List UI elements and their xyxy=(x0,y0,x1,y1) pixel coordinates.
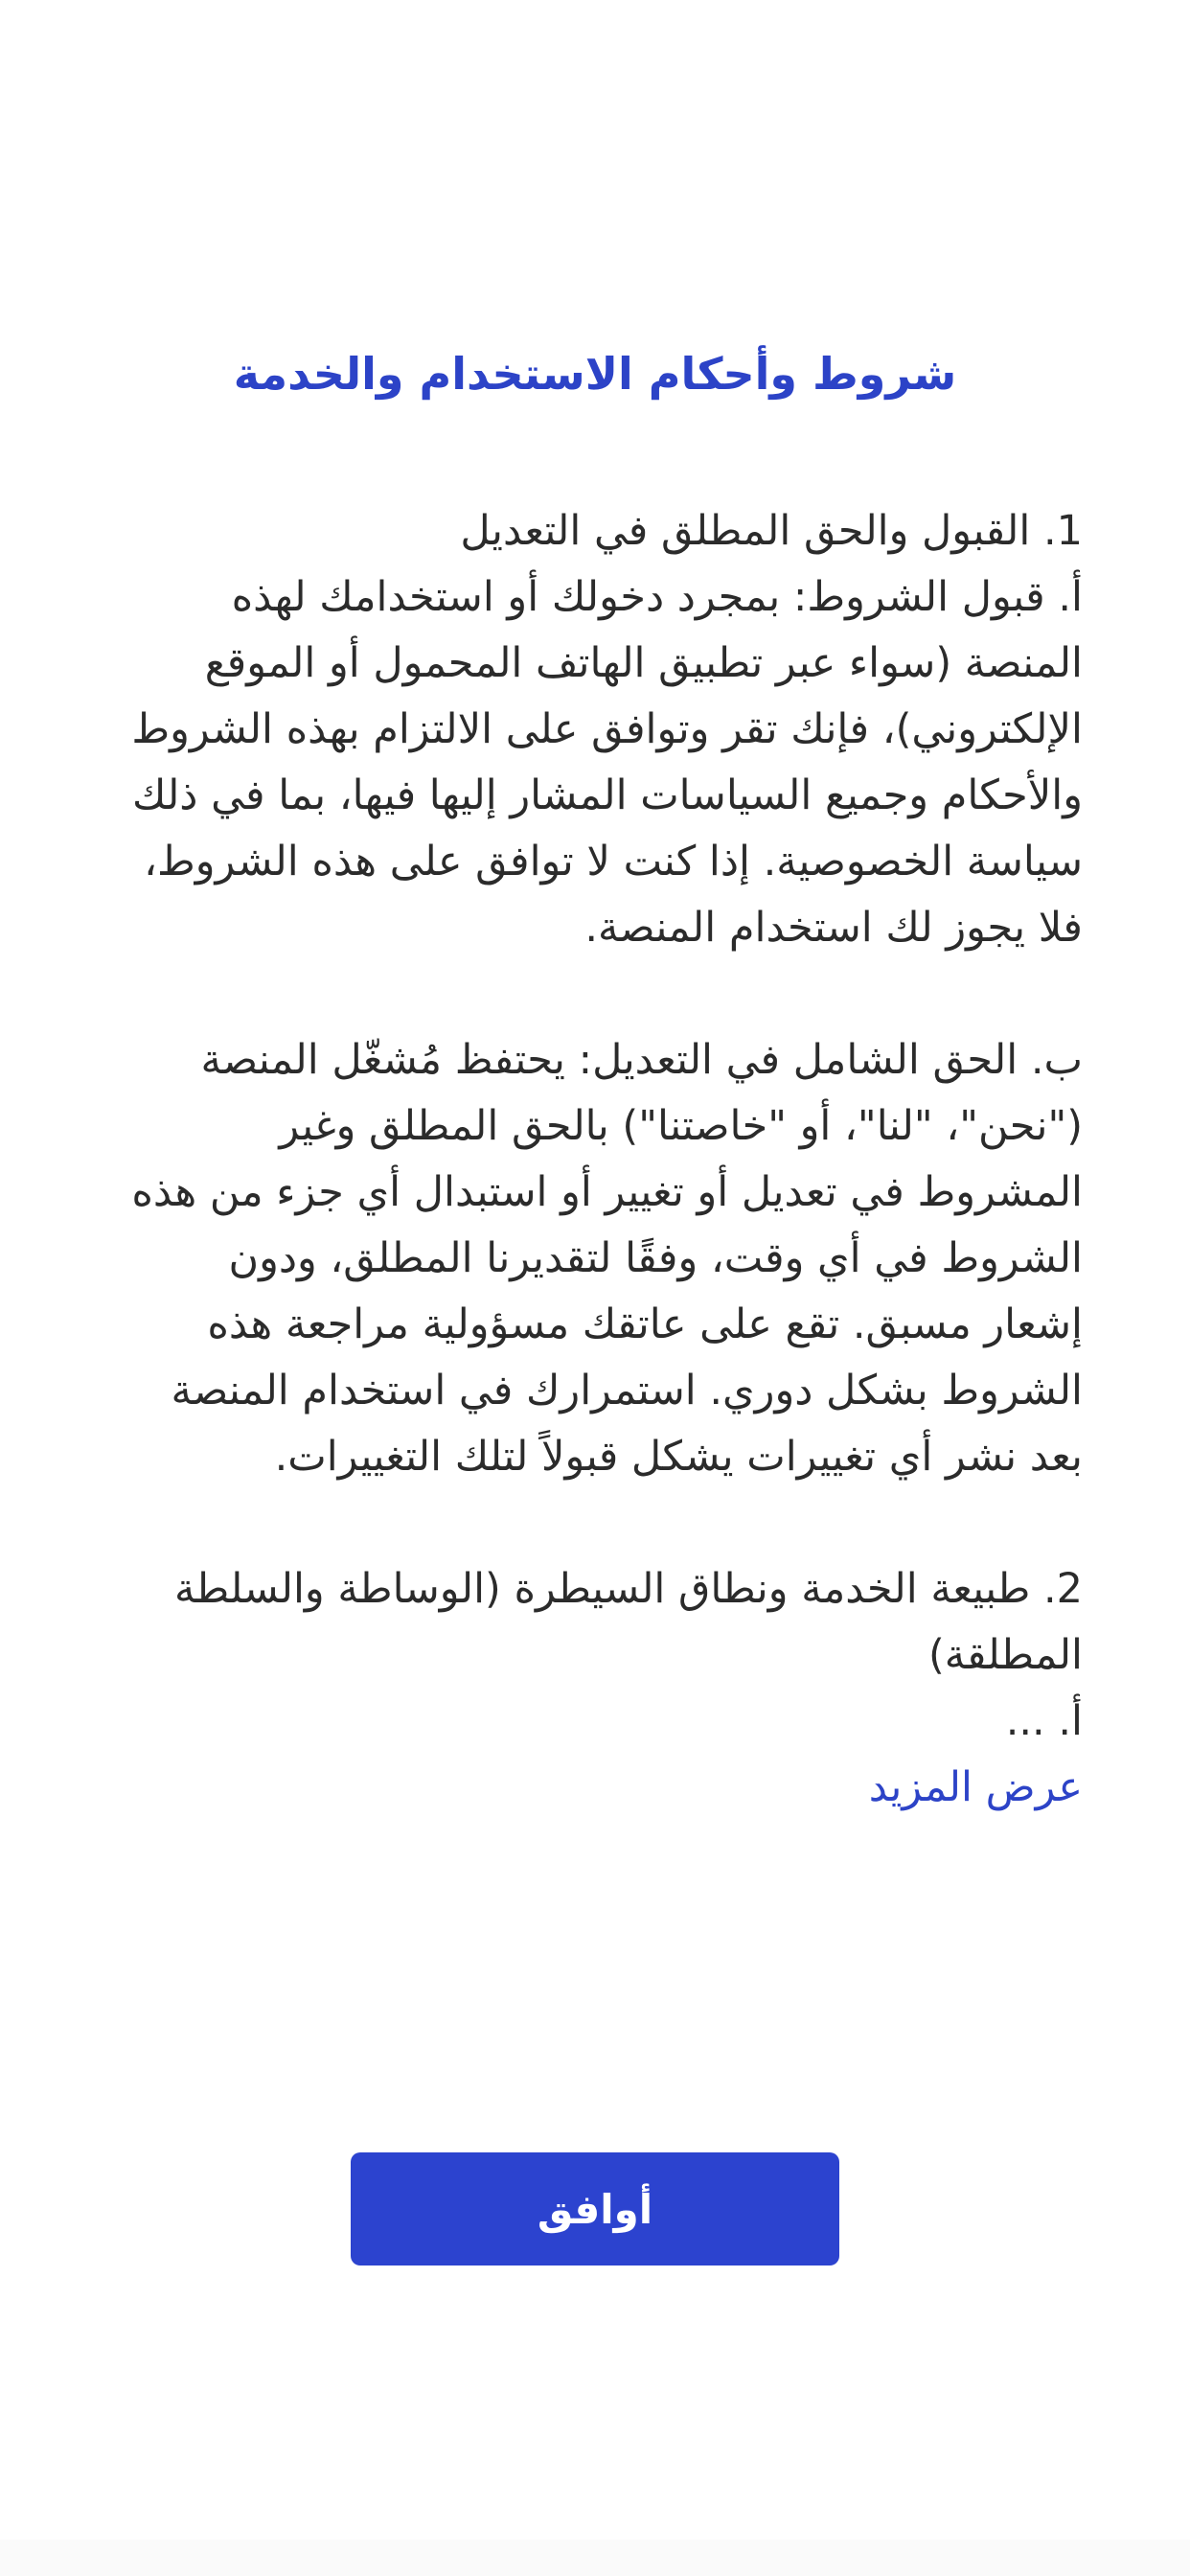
paragraph-gap xyxy=(125,1490,1083,1556)
section-1-clause-a: أ. قبول الشروط: بمجرد دخولك أو استخدامك لهذه المنصة (سواء عبر تطبيق الهاتف المحمول أو الموقع الإلكتروني)، فإنك تقر وتوافق على الالتزام بهذه الشروط والأحكام وجميع السياسات المشار إليها فيها، بما في ذلك سياسة الخصوصية. إذا كنت لا توافق على هذه الشروط، فلا يجوز لك استخدام المنصة. xyxy=(131,573,1083,952)
paragraph-gap xyxy=(125,961,1083,1027)
section-1-heading: 1. القبول والحق المطلق في التعديل xyxy=(460,507,1083,555)
bottom-bar xyxy=(0,2540,1190,2576)
section-1-clause-b: ب. الحق الشامل في التعديل: يحتفظ مُشغّل المنصة ("نحن"، "لنا"، أو "خاصتنا") بالحق المطلق وغير المشروط في تعديل أو تغيير أو استبدال أي جزء من هذه الشروط في أي وقت، وفقًا لتقديرنا المطلق، ودون إشعار مسبق. تقع على عاتقك مسؤولية مراجعة هذه الشروط بشكل دوري. استمرارك في استخدام المنصة بعد نشر أي تغييرات يشكل قبولاً لتلك التغييرات. xyxy=(131,1036,1083,1481)
show-more-link[interactable]: عرض المزيد xyxy=(868,1763,1083,1811)
page-title: شروط وأحكام الاستخدام والخدمة xyxy=(233,348,957,400)
agree-button[interactable]: أوافق xyxy=(351,2152,839,2266)
terms-text xyxy=(125,498,1083,1821)
section-2-clause-a: أ. ... xyxy=(1005,1697,1083,1745)
section-2-heading: 2. طبيعة الخدمة ونطاق السيطرة (الوساطة والسلطة المطلقة) xyxy=(173,1565,1083,1679)
